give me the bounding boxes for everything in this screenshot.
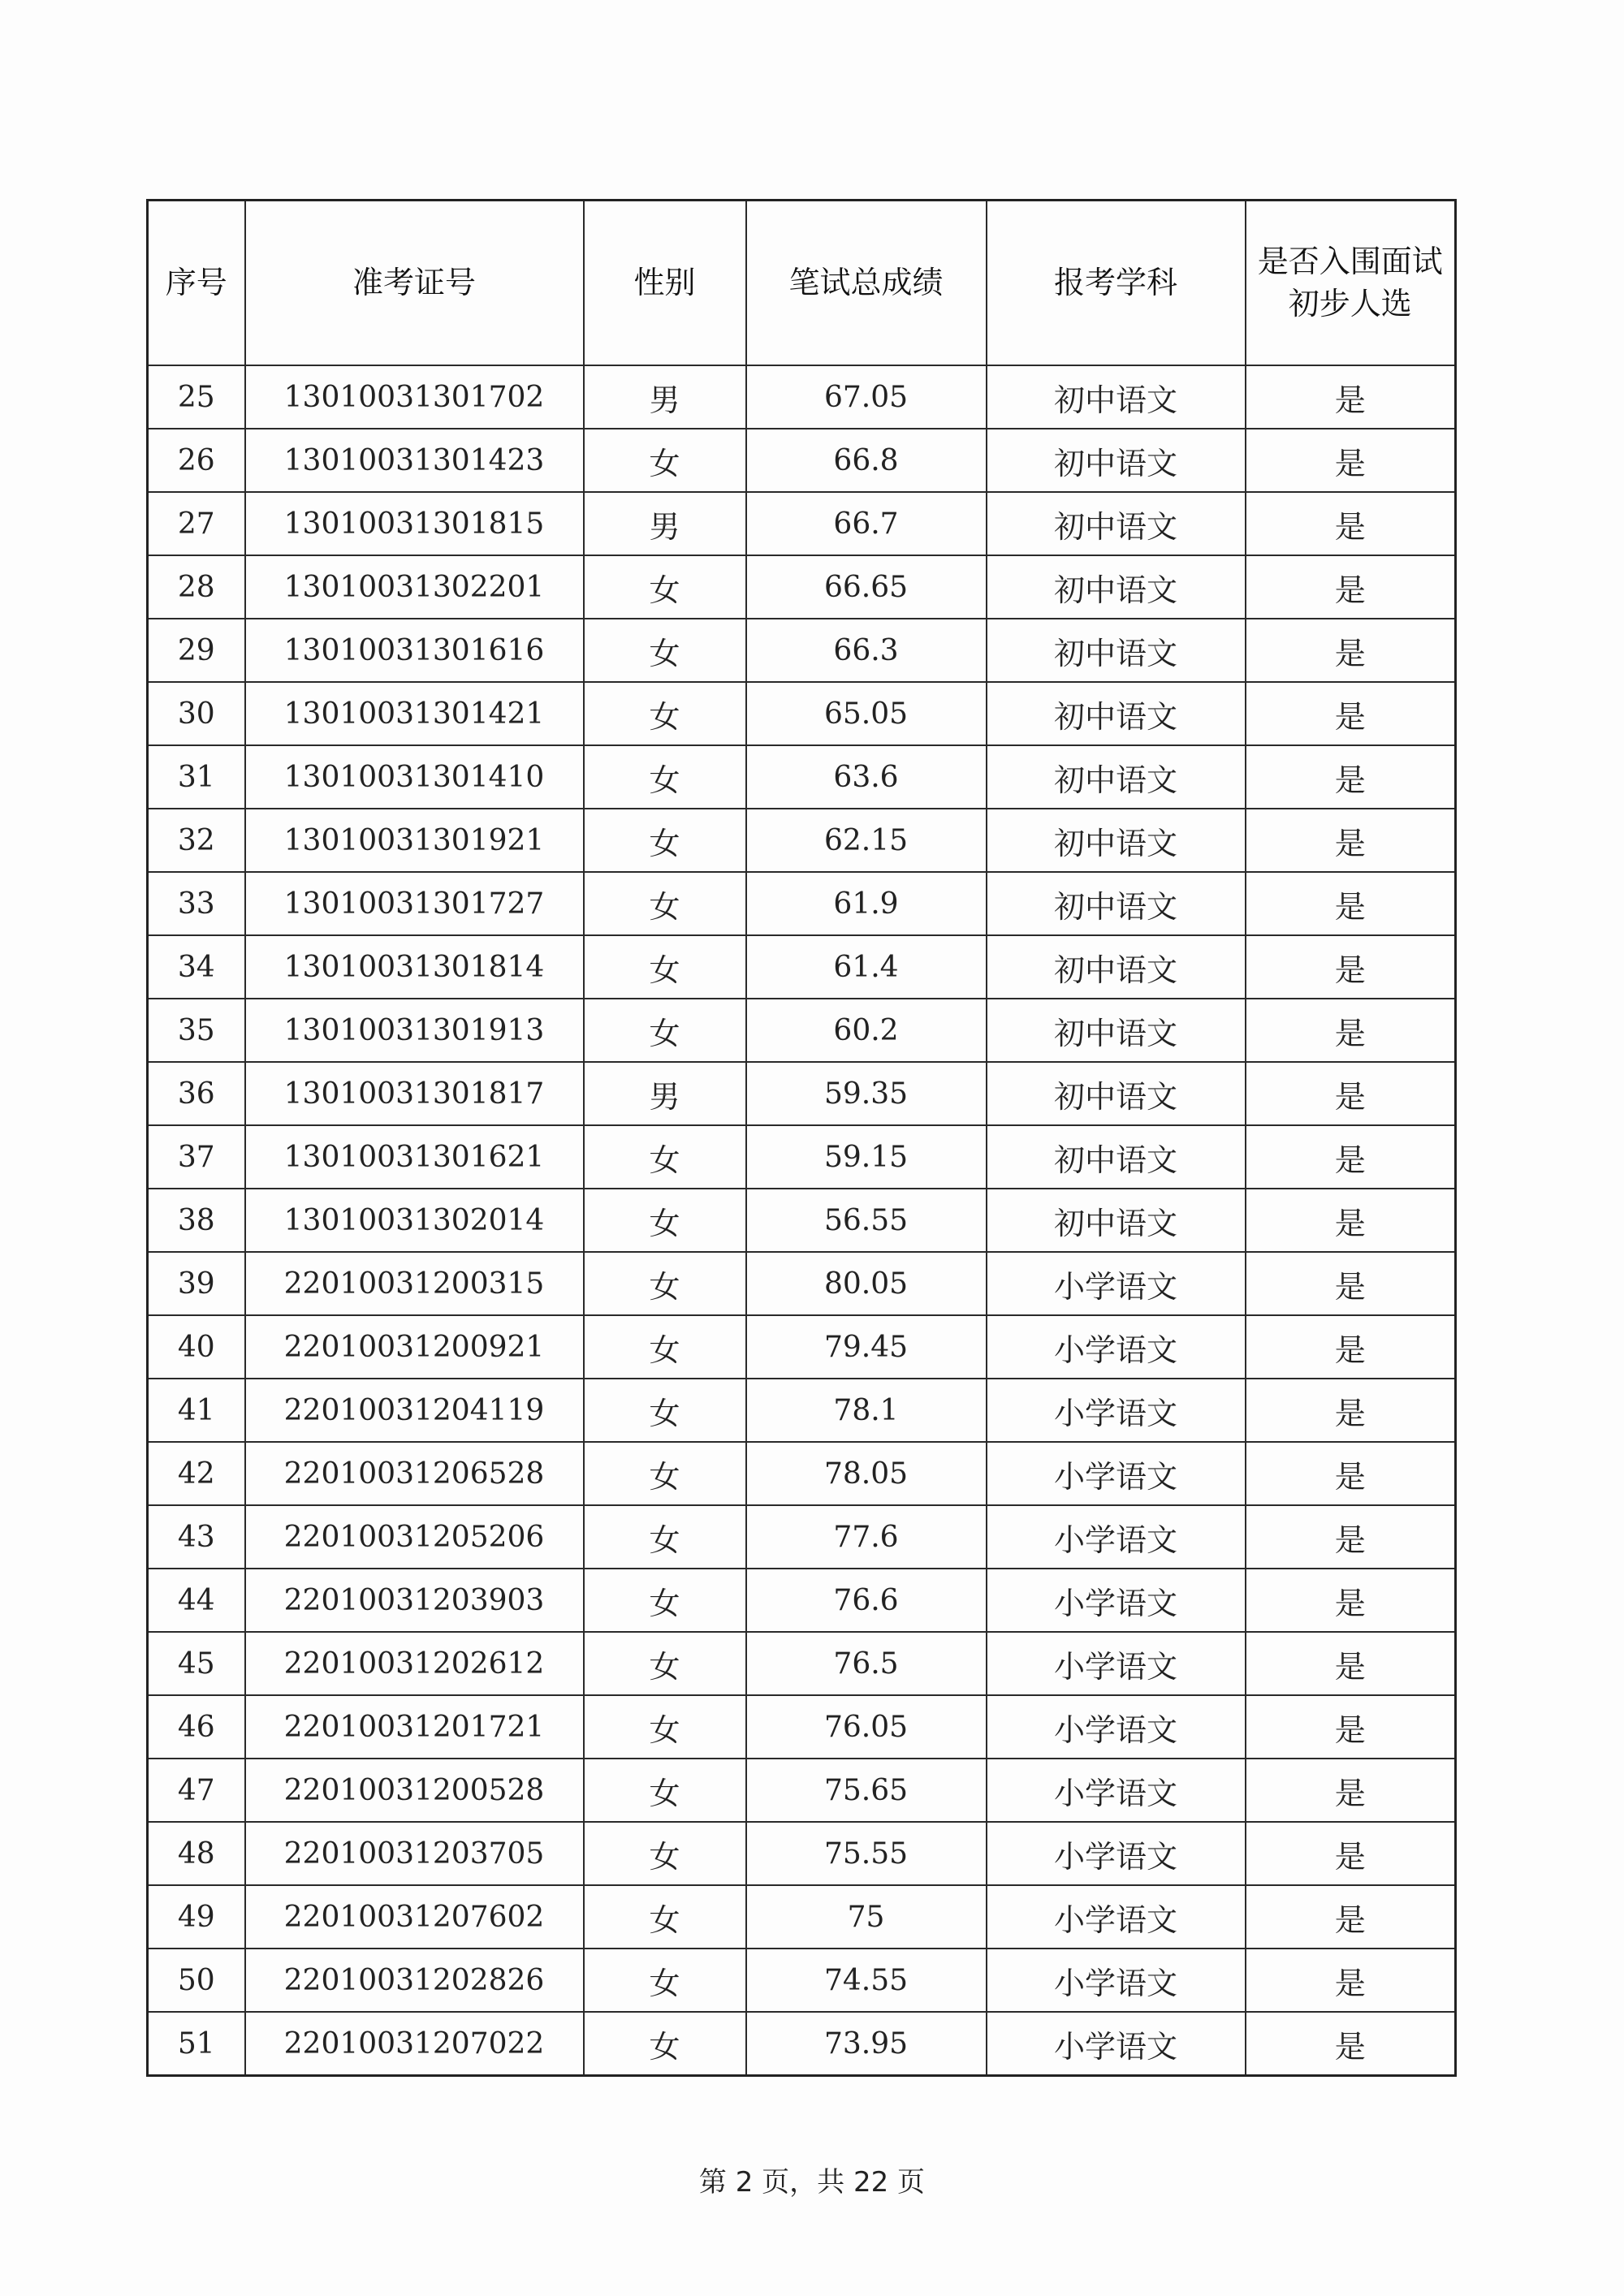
cell-subject: 初中语文 — [987, 872, 1246, 935]
cell-gender: 女 — [584, 1315, 746, 1379]
cell-ticket-number: 22010031203705 — [245, 1822, 584, 1885]
cell-gender: 女 — [584, 1949, 746, 2012]
cell-gender: 男 — [584, 492, 746, 555]
cell-ticket-number: 13010031301913 — [245, 999, 584, 1062]
cell-written-score: 66.8 — [746, 429, 987, 492]
cell-shortlisted: 是 — [1246, 1505, 1456, 1569]
cell-shortlisted: 是 — [1246, 935, 1456, 999]
cell-subject: 初中语文 — [987, 1062, 1246, 1125]
cell-subject: 小学语文 — [987, 1822, 1246, 1885]
cell-gender: 女 — [584, 999, 746, 1062]
table-row — [148, 1125, 1456, 1189]
cell-shortlisted: 是 — [1246, 429, 1456, 492]
cell-subject: 初中语文 — [987, 1189, 1246, 1252]
table-row — [148, 1379, 1456, 1442]
cell-written-score: 76.5 — [746, 1632, 987, 1695]
cell-gender: 女 — [584, 1125, 746, 1189]
cell-subject: 小学语文 — [987, 1885, 1246, 1949]
cell-gender: 女 — [584, 1632, 746, 1695]
cell-seq: 29 — [148, 619, 245, 682]
cell-shortlisted: 是 — [1246, 1379, 1456, 1442]
table-row — [148, 365, 1456, 429]
table-row — [148, 682, 1456, 745]
cell-gender: 女 — [584, 809, 746, 872]
header-seq: 序号 — [148, 201, 245, 366]
cell-seq: 37 — [148, 1125, 245, 1189]
table-row — [148, 1949, 1456, 2012]
cell-gender: 女 — [584, 1569, 746, 1632]
cell-ticket-number: 13010031301814 — [245, 935, 584, 999]
cell-ticket-number: 22010031207602 — [245, 1885, 584, 1949]
cell-seq: 39 — [148, 1252, 245, 1315]
cell-seq: 25 — [148, 365, 245, 429]
cell-subject: 初中语文 — [987, 682, 1246, 745]
table-row — [148, 619, 1456, 682]
cell-shortlisted: 是 — [1246, 492, 1456, 555]
table-row — [148, 1569, 1456, 1632]
cell-seq: 28 — [148, 555, 245, 619]
table-row — [148, 935, 1456, 999]
cell-seq: 36 — [148, 1062, 245, 1125]
cell-ticket-number: 22010031200921 — [245, 1315, 584, 1379]
table-header-row — [148, 201, 1456, 366]
cell-gender: 女 — [584, 619, 746, 682]
cell-shortlisted: 是 — [1246, 619, 1456, 682]
cell-gender: 男 — [584, 365, 746, 429]
cell-shortlisted: 是 — [1246, 1695, 1456, 1759]
cell-gender: 女 — [584, 1759, 746, 1822]
header-shortlisted: 是否入围面试初步人选 — [1246, 201, 1456, 366]
cell-shortlisted: 是 — [1246, 745, 1456, 809]
cell-written-score: 59.35 — [746, 1062, 987, 1125]
cell-ticket-number: 13010031301423 — [245, 429, 584, 492]
table-row — [148, 1442, 1456, 1505]
header-subject: 报考学科 — [987, 201, 1246, 366]
cell-subject: 小学语文 — [987, 1759, 1246, 1822]
cell-seq: 38 — [148, 1189, 245, 1252]
cell-written-score: 56.55 — [746, 1189, 987, 1252]
cell-written-score: 62.15 — [746, 809, 987, 872]
cell-seq: 43 — [148, 1505, 245, 1569]
cell-gender: 女 — [584, 872, 746, 935]
cell-shortlisted: 是 — [1246, 1315, 1456, 1379]
cell-seq: 34 — [148, 935, 245, 999]
cell-subject: 小学语文 — [987, 1695, 1246, 1759]
cell-seq: 30 — [148, 682, 245, 745]
cell-shortlisted: 是 — [1246, 1252, 1456, 1315]
cell-seq: 41 — [148, 1379, 245, 1442]
cell-written-score: 78.1 — [746, 1379, 987, 1442]
cell-written-score: 73.95 — [746, 2012, 987, 2076]
cell-subject: 小学语文 — [987, 1442, 1246, 1505]
cell-seq: 40 — [148, 1315, 245, 1379]
table-body — [148, 365, 1456, 2076]
cell-seq: 47 — [148, 1759, 245, 1822]
cell-subject: 初中语文 — [987, 619, 1246, 682]
cell-written-score: 61.4 — [746, 935, 987, 999]
cell-shortlisted: 是 — [1246, 1759, 1456, 1822]
cell-subject: 初中语文 — [987, 365, 1246, 429]
cell-subject: 初中语文 — [987, 555, 1246, 619]
cell-ticket-number: 13010031301921 — [245, 809, 584, 872]
table-row — [148, 1315, 1456, 1379]
cell-seq: 35 — [148, 999, 245, 1062]
cell-gender: 女 — [584, 1189, 746, 1252]
cell-shortlisted: 是 — [1246, 1822, 1456, 1885]
cell-shortlisted: 是 — [1246, 682, 1456, 745]
table-row — [148, 1189, 1456, 1252]
cell-written-score: 79.45 — [746, 1315, 987, 1379]
exam-results-table — [146, 199, 1457, 2077]
cell-shortlisted: 是 — [1246, 1189, 1456, 1252]
cell-subject: 小学语文 — [987, 2012, 1246, 2076]
header-ticket-number: 准考证号 — [245, 201, 584, 366]
cell-ticket-number: 13010031301421 — [245, 682, 584, 745]
cell-written-score: 67.05 — [746, 365, 987, 429]
cell-ticket-number: 22010031200528 — [245, 1759, 584, 1822]
cell-subject: 初中语文 — [987, 745, 1246, 809]
cell-ticket-number: 22010031205206 — [245, 1505, 584, 1569]
cell-shortlisted: 是 — [1246, 872, 1456, 935]
cell-gender: 男 — [584, 1062, 746, 1125]
cell-subject: 初中语文 — [987, 809, 1246, 872]
cell-seq: 45 — [148, 1632, 245, 1695]
cell-shortlisted: 是 — [1246, 555, 1456, 619]
table-row — [148, 1252, 1456, 1315]
cell-seq: 50 — [148, 1949, 245, 2012]
cell-seq: 51 — [148, 2012, 245, 2076]
cell-ticket-number: 22010031207022 — [245, 2012, 584, 2076]
table-row — [148, 1632, 1456, 1695]
cell-gender: 女 — [584, 1695, 746, 1759]
header-written-score: 笔试总成绩 — [746, 201, 987, 366]
cell-written-score: 76.6 — [746, 1569, 987, 1632]
cell-ticket-number: 13010031301702 — [245, 365, 584, 429]
cell-subject: 小学语文 — [987, 1315, 1246, 1379]
cell-shortlisted: 是 — [1246, 1125, 1456, 1189]
cell-seq: 27 — [148, 492, 245, 555]
cell-gender: 女 — [584, 1885, 746, 1949]
page-number-footer: 第 2 页，共 22 页 — [698, 2166, 926, 2199]
cell-subject: 初中语文 — [987, 429, 1246, 492]
cell-written-score: 65.05 — [746, 682, 987, 745]
cell-gender: 女 — [584, 682, 746, 745]
cell-ticket-number: 13010031301727 — [245, 872, 584, 935]
cell-seq: 26 — [148, 429, 245, 492]
cell-written-score: 66.65 — [746, 555, 987, 619]
table-row — [148, 872, 1456, 935]
table-row — [148, 429, 1456, 492]
cell-written-score: 76.05 — [746, 1695, 987, 1759]
cell-shortlisted: 是 — [1246, 999, 1456, 1062]
cell-gender: 女 — [584, 2012, 746, 2076]
table-row — [148, 1062, 1456, 1125]
cell-seq: 33 — [148, 872, 245, 935]
cell-written-score: 63.6 — [746, 745, 987, 809]
cell-ticket-number: 22010031203903 — [245, 1569, 584, 1632]
cell-gender: 女 — [584, 745, 746, 809]
cell-subject: 小学语文 — [987, 1252, 1246, 1315]
cell-shortlisted: 是 — [1246, 1885, 1456, 1949]
table-row — [148, 809, 1456, 872]
cell-subject: 初中语文 — [987, 935, 1246, 999]
cell-gender: 女 — [584, 1379, 746, 1442]
cell-ticket-number: 13010031302014 — [245, 1189, 584, 1252]
cell-seq: 44 — [148, 1569, 245, 1632]
cell-written-score: 66.7 — [746, 492, 987, 555]
cell-shortlisted: 是 — [1246, 809, 1456, 872]
cell-subject: 小学语文 — [987, 1949, 1246, 2012]
table-row — [148, 555, 1456, 619]
cell-seq: 48 — [148, 1822, 245, 1885]
cell-ticket-number: 13010031301621 — [245, 1125, 584, 1189]
table-row — [148, 1505, 1456, 1569]
header-gender: 性别 — [584, 201, 746, 366]
table-row — [148, 1822, 1456, 1885]
cell-subject: 小学语文 — [987, 1632, 1246, 1695]
cell-shortlisted: 是 — [1246, 1949, 1456, 2012]
table-row — [148, 1885, 1456, 1949]
cell-shortlisted: 是 — [1246, 1632, 1456, 1695]
cell-subject: 初中语文 — [987, 492, 1246, 555]
cell-ticket-number: 13010031301616 — [245, 619, 584, 682]
cell-written-score: 78.05 — [746, 1442, 987, 1505]
cell-written-score: 75.55 — [746, 1822, 987, 1885]
cell-gender: 女 — [584, 1822, 746, 1885]
cell-ticket-number: 22010031201721 — [245, 1695, 584, 1759]
cell-gender: 女 — [584, 935, 746, 999]
table-row — [148, 999, 1456, 1062]
cell-seq: 42 — [148, 1442, 245, 1505]
cell-seq: 32 — [148, 809, 245, 872]
table-row — [148, 745, 1456, 809]
table-row — [148, 492, 1456, 555]
cell-ticket-number: 22010031200315 — [245, 1252, 584, 1315]
cell-written-score: 61.9 — [746, 872, 987, 935]
table-row — [148, 1759, 1456, 1822]
cell-ticket-number: 22010031202826 — [245, 1949, 584, 2012]
cell-ticket-number: 13010031301410 — [245, 745, 584, 809]
cell-seq: 46 — [148, 1695, 245, 1759]
cell-written-score: 75.65 — [746, 1759, 987, 1822]
table-row — [148, 1695, 1456, 1759]
cell-gender: 女 — [584, 1505, 746, 1569]
cell-ticket-number: 22010031204119 — [245, 1379, 584, 1442]
cell-ticket-number: 22010031202612 — [245, 1632, 584, 1695]
cell-shortlisted: 是 — [1246, 1442, 1456, 1505]
cell-written-score: 66.3 — [746, 619, 987, 682]
cell-shortlisted: 是 — [1246, 1062, 1456, 1125]
cell-gender: 女 — [584, 555, 746, 619]
cell-gender: 女 — [584, 429, 746, 492]
cell-written-score: 59.15 — [746, 1125, 987, 1189]
cell-written-score: 74.55 — [746, 1949, 987, 2012]
cell-shortlisted: 是 — [1246, 1569, 1456, 1632]
cell-shortlisted: 是 — [1246, 365, 1456, 429]
cell-ticket-number: 13010031302201 — [245, 555, 584, 619]
cell-written-score: 80.05 — [746, 1252, 987, 1315]
table-row — [148, 2012, 1456, 2076]
cell-ticket-number: 13010031301815 — [245, 492, 584, 555]
cell-subject: 初中语文 — [987, 1125, 1246, 1189]
cell-seq: 49 — [148, 1885, 245, 1949]
cell-written-score: 75 — [746, 1885, 987, 1949]
cell-subject: 小学语文 — [987, 1505, 1246, 1569]
cell-written-score: 77.6 — [746, 1505, 987, 1569]
cell-written-score: 60.2 — [746, 999, 987, 1062]
cell-subject: 初中语文 — [987, 999, 1246, 1062]
cell-subject: 小学语文 — [987, 1569, 1246, 1632]
cell-ticket-number: 13010031301817 — [245, 1062, 584, 1125]
cell-subject: 小学语文 — [987, 1379, 1246, 1442]
cell-shortlisted: 是 — [1246, 2012, 1456, 2076]
cell-seq: 31 — [148, 745, 245, 809]
cell-gender: 女 — [584, 1442, 746, 1505]
cell-gender: 女 — [584, 1252, 746, 1315]
cell-ticket-number: 22010031206528 — [245, 1442, 584, 1505]
